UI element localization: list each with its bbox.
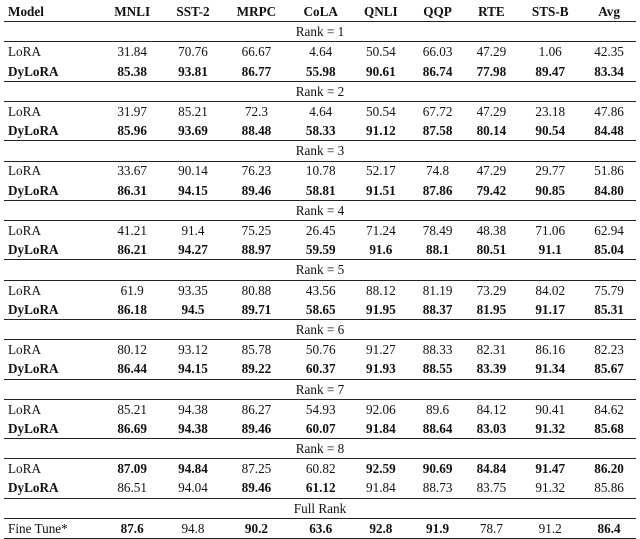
score-cell: 33.67	[117, 163, 147, 179]
table-row	[4, 340, 636, 360]
score-cell: 91.34	[535, 361, 566, 377]
score-cell: 47.29	[476, 44, 507, 60]
score-cell: 94.27	[178, 242, 208, 258]
score-cell: 84.84	[476, 461, 507, 477]
header-row	[4, 2, 636, 22]
table-row	[4, 518, 636, 538]
score-cell: 85.21	[178, 103, 208, 119]
score-cell: 91.32	[535, 420, 566, 436]
table-row	[4, 479, 636, 499]
score-cell: 91.27	[366, 342, 396, 358]
score-cell: 91.4	[181, 223, 205, 239]
score-cell: 72.3	[244, 103, 268, 119]
score-cell: 91.2	[518, 518, 582, 538]
score-cell: 85.21	[117, 401, 147, 417]
group-header-row	[4, 498, 636, 518]
score-cell: 4.64	[309, 103, 333, 119]
table-row	[4, 121, 636, 141]
score-cell: 41.21	[117, 223, 147, 239]
score-cell: 62.94	[594, 223, 624, 239]
score-cell: 90.41	[535, 401, 566, 417]
group-label: Rank = 5	[4, 260, 636, 280]
score-cell: 86.31	[117, 182, 147, 198]
table-row	[4, 42, 636, 62]
score-cell: 80.88	[241, 282, 272, 298]
score-cell: 84.48	[594, 123, 624, 139]
score-cell: 61.9	[120, 282, 144, 298]
score-cell: 83.03	[476, 420, 507, 436]
score-cell: 80.14	[476, 123, 507, 139]
model-name-cell: DyLoRA	[8, 480, 59, 496]
score-cell: 88.55	[422, 361, 453, 377]
score-cell: 93.12	[178, 342, 208, 358]
score-cell: 58.33	[305, 123, 336, 139]
group-header-row	[4, 141, 636, 161]
score-cell: 89.46	[241, 420, 272, 436]
score-cell: 47.86	[594, 103, 624, 119]
score-cell: 75.25	[241, 223, 272, 239]
group-header-row	[4, 320, 636, 340]
score-cell: 88.33	[422, 342, 453, 358]
score-cell: 91.1	[538, 242, 562, 258]
score-cell: 94.38	[178, 420, 208, 436]
score-cell: 43.56	[305, 282, 336, 298]
score-cell: 90.69	[422, 461, 453, 477]
score-cell: 31.97	[117, 103, 147, 119]
score-cell: 1.06	[538, 44, 562, 60]
score-cell: 58.81	[305, 182, 336, 198]
col-header-avg: Avg	[582, 2, 636, 22]
table-row	[4, 240, 636, 260]
results-table	[4, 2, 636, 539]
group-label: Rank = 4	[4, 200, 636, 220]
score-cell: 26.45	[305, 223, 336, 239]
score-cell: 94.15	[178, 182, 208, 198]
score-cell: 92.59	[366, 461, 396, 477]
score-cell: 52.17	[366, 163, 396, 179]
score-cell: 89.6	[426, 401, 450, 417]
score-cell: 88.12	[366, 282, 396, 298]
group-label: Full Rank	[4, 498, 636, 518]
model-name-cell: LoRA	[8, 163, 41, 179]
model-name-cell: DyLoRA	[8, 182, 59, 198]
score-cell: 86.16	[535, 342, 566, 358]
group-header-row	[4, 439, 636, 459]
score-cell: 71.24	[366, 223, 396, 239]
score-cell: 61.12	[305, 480, 336, 496]
col-header-mnli: MNLI	[101, 2, 164, 22]
score-cell: 91.93	[366, 361, 396, 377]
table-row	[4, 62, 636, 82]
score-cell: 88.48	[241, 123, 272, 139]
score-cell: 91.84	[366, 420, 396, 436]
score-cell: 51.86	[594, 163, 624, 179]
group-header-row	[4, 260, 636, 280]
model-name-cell: DyLoRA	[8, 420, 59, 436]
score-cell: 88.97	[241, 242, 272, 258]
score-cell: 63.6	[290, 518, 351, 538]
score-cell: 90.2	[222, 518, 290, 538]
score-cell: 60.82	[305, 461, 336, 477]
model-name-cell: LoRA	[8, 223, 41, 239]
score-cell: 88.37	[422, 301, 453, 317]
score-cell: 83.75	[476, 480, 507, 496]
score-cell: 86.44	[117, 361, 147, 377]
group-header-row	[4, 379, 636, 399]
model-name-cell: LoRA	[8, 44, 41, 60]
score-cell: 91.17	[535, 301, 566, 317]
score-cell: 89.46	[241, 480, 272, 496]
model-name-cell: DyLoRA	[8, 361, 59, 377]
score-cell: 60.37	[305, 361, 336, 377]
group-label: Rank = 1	[4, 22, 636, 42]
score-cell: 86.27	[241, 401, 272, 417]
table-row	[4, 419, 636, 439]
score-cell: 78.49	[422, 223, 453, 239]
score-cell: 59.59	[305, 242, 336, 258]
score-cell: 94.84	[178, 461, 208, 477]
score-cell: 29.77	[535, 163, 566, 179]
group-header-row	[4, 200, 636, 220]
score-cell: 50.76	[305, 342, 336, 358]
group-header-row	[4, 81, 636, 101]
score-cell: 23.18	[535, 103, 566, 119]
score-cell: 86.74	[422, 63, 453, 79]
score-cell: 80.12	[117, 342, 147, 358]
score-cell: 84.02	[535, 282, 566, 298]
score-cell: 76.23	[241, 163, 272, 179]
table-row	[4, 181, 636, 201]
score-cell: 86.69	[117, 420, 147, 436]
score-cell: 84.80	[594, 182, 624, 198]
model-name-cell: DyLoRA	[8, 301, 59, 317]
table-row	[4, 161, 636, 181]
table-row	[4, 459, 636, 479]
table-row	[4, 300, 636, 320]
score-cell: 75.79	[594, 282, 624, 298]
score-cell: 79.42	[476, 182, 507, 198]
score-cell: 86.4	[582, 518, 636, 538]
table-row	[4, 221, 636, 241]
score-cell: 91.6	[369, 242, 393, 258]
model-name-cell: LoRA	[8, 461, 41, 477]
score-cell: 42.35	[594, 44, 624, 60]
col-header-mrpc: MRPC	[222, 2, 290, 22]
group-label: Rank = 6	[4, 320, 636, 340]
score-cell: 47.29	[476, 163, 507, 179]
score-cell: 54.93	[305, 401, 336, 417]
score-cell: 86.51	[117, 480, 147, 496]
table-row	[4, 280, 636, 300]
score-cell: 87.58	[422, 123, 453, 139]
group-label: Rank = 2	[4, 81, 636, 101]
score-cell: 74.8	[426, 163, 450, 179]
score-cell: 94.38	[178, 401, 208, 417]
score-cell: 77.98	[476, 63, 507, 79]
group-label: Rank = 7	[4, 379, 636, 399]
score-cell: 89.46	[241, 182, 272, 198]
score-cell: 89.22	[241, 361, 272, 377]
score-cell: 91.84	[366, 480, 396, 496]
score-cell: 92.8	[351, 518, 411, 538]
score-cell: 80.51	[476, 242, 507, 258]
score-cell: 4.64	[309, 44, 333, 60]
score-cell: 86.20	[594, 461, 624, 477]
score-cell: 90.61	[366, 63, 396, 79]
score-cell: 89.71	[241, 301, 272, 317]
score-cell: 67.72	[422, 103, 453, 119]
score-cell: 55.98	[305, 63, 336, 79]
model-name-cell: LoRA	[8, 342, 41, 358]
score-cell: 78.7	[464, 518, 518, 538]
score-cell: 84.62	[594, 401, 624, 417]
score-cell: 81.95	[476, 301, 507, 317]
score-cell: 91.47	[535, 461, 566, 477]
score-cell: 83.39	[476, 361, 507, 377]
col-header-stsb: STS-B	[518, 2, 582, 22]
table-row	[4, 101, 636, 121]
score-cell: 88.1	[426, 242, 450, 258]
score-cell: 85.78	[241, 342, 272, 358]
score-cell: 31.84	[117, 44, 147, 60]
score-cell: 60.07	[305, 420, 336, 436]
score-cell: 86.18	[117, 301, 147, 317]
score-cell: 85.96	[117, 123, 147, 139]
score-cell: 94.15	[178, 361, 208, 377]
score-cell: 91.12	[366, 123, 396, 139]
model-name-cell: Fine Tune*	[4, 518, 101, 538]
score-cell: 84.12	[476, 401, 507, 417]
score-cell: 87.6	[101, 518, 164, 538]
score-cell: 86.21	[117, 242, 147, 258]
model-name-cell: DyLoRA	[8, 63, 59, 79]
score-cell: 71.06	[535, 223, 566, 239]
score-cell: 88.64	[422, 420, 453, 436]
score-cell: 82.23	[594, 342, 624, 358]
group-label: Rank = 3	[4, 141, 636, 161]
score-cell: 93.69	[178, 123, 208, 139]
score-cell: 90.54	[535, 123, 566, 139]
score-cell: 91.95	[366, 301, 396, 317]
group-header-row	[4, 22, 636, 42]
score-cell: 70.76	[178, 44, 208, 60]
score-cell: 85.31	[594, 301, 624, 317]
score-cell: 58.65	[305, 301, 336, 317]
col-header-cola: CoLA	[290, 2, 351, 22]
score-cell: 50.54	[366, 44, 396, 60]
score-cell: 91.51	[366, 182, 396, 198]
score-cell: 81.19	[422, 282, 453, 298]
model-name-cell: DyLoRA	[8, 123, 59, 139]
score-cell: 86.77	[241, 63, 272, 79]
col-header-sst2: SST-2	[164, 2, 223, 22]
score-cell: 93.81	[178, 63, 208, 79]
table-row	[4, 359, 636, 379]
score-cell: 94.04	[178, 480, 208, 496]
score-cell: 47.29	[476, 103, 507, 119]
score-cell: 85.04	[594, 242, 624, 258]
score-cell: 90.14	[178, 163, 208, 179]
col-header-qqp: QQP	[411, 2, 465, 22]
score-cell: 50.54	[366, 103, 396, 119]
model-name-cell: DyLoRA	[8, 242, 59, 258]
group-label: Rank = 8	[4, 439, 636, 459]
model-name-cell: LoRA	[8, 282, 41, 298]
model-name-cell: LoRA	[8, 103, 41, 119]
score-cell: 85.68	[594, 420, 624, 436]
score-cell: 94.5	[181, 301, 205, 317]
score-cell: 82.31	[476, 342, 507, 358]
score-cell: 10.78	[305, 163, 336, 179]
score-cell: 85.38	[117, 63, 147, 79]
score-cell: 87.09	[117, 461, 147, 477]
score-cell: 48.38	[476, 223, 507, 239]
score-cell: 92.06	[366, 401, 396, 417]
score-cell: 85.86	[594, 480, 624, 496]
score-cell: 89.47	[535, 63, 566, 79]
col-header-model: Model	[4, 2, 101, 22]
score-cell: 66.03	[422, 44, 453, 60]
table-row	[4, 399, 636, 419]
score-cell: 66.67	[241, 44, 272, 60]
score-cell: 91.32	[535, 480, 566, 496]
col-header-rte: RTE	[464, 2, 518, 22]
score-cell: 90.85	[535, 182, 566, 198]
score-cell: 93.35	[178, 282, 208, 298]
col-header-qnli: QNLI	[351, 2, 411, 22]
score-cell: 73.29	[476, 282, 507, 298]
score-cell: 87.86	[422, 182, 453, 198]
model-name-cell: LoRA	[8, 401, 41, 417]
score-cell: 85.67	[594, 361, 624, 377]
score-cell: 94.8	[164, 518, 223, 538]
score-cell: 87.25	[241, 461, 272, 477]
score-cell: 91.9	[411, 518, 465, 538]
score-cell: 83.34	[594, 63, 624, 79]
score-cell: 88.73	[422, 480, 453, 496]
